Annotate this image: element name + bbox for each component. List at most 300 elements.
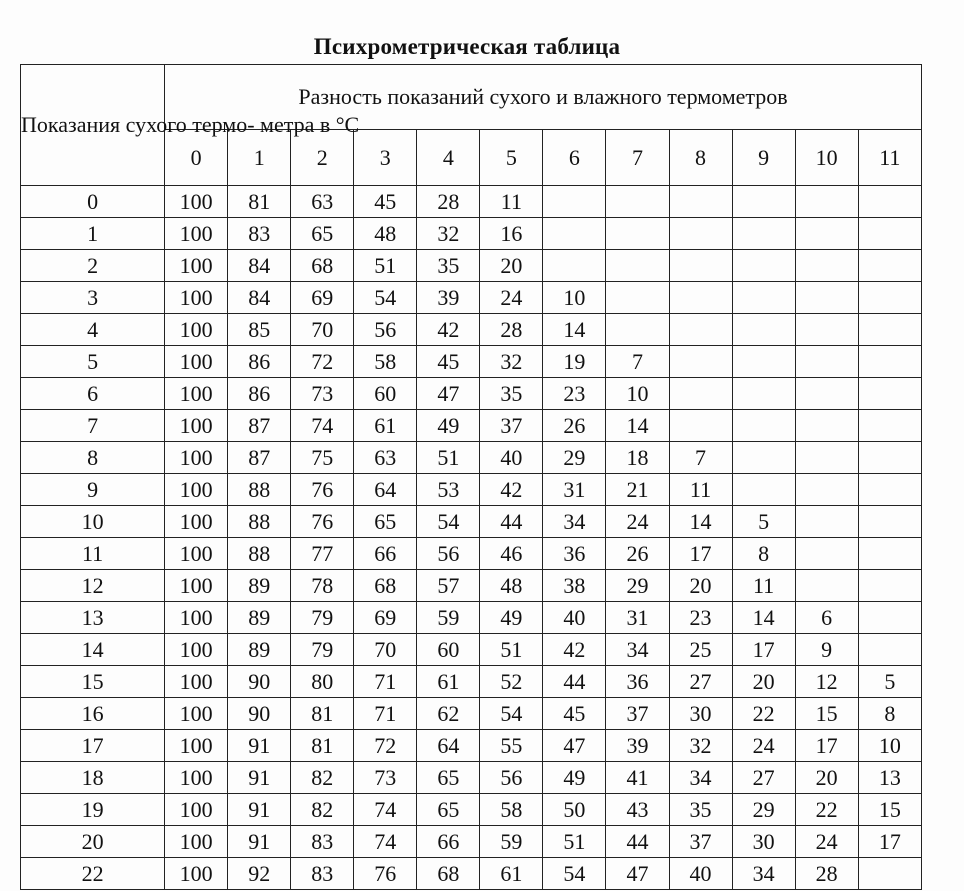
humidity-cell: 61: [480, 858, 543, 890]
humidity-cell: [732, 442, 795, 474]
table-row: [21, 634, 922, 666]
humidity-cell: 85: [228, 314, 291, 346]
table-row: [21, 282, 922, 314]
humidity-cell: 73: [291, 378, 354, 410]
humidity-cell: 87: [228, 442, 291, 474]
humidity-cell: 41: [606, 762, 669, 794]
humidity-cell: [795, 442, 858, 474]
humidity-cell: 88: [228, 506, 291, 538]
humidity-cell: [606, 282, 669, 314]
humidity-cell: 100: [165, 634, 228, 666]
humidity-cell: 29: [606, 570, 669, 602]
humidity-cell: 100: [165, 250, 228, 282]
humidity-cell: 54: [480, 698, 543, 730]
humidity-cell: 68: [291, 250, 354, 282]
humidity-cell: [543, 218, 606, 250]
humidity-cell: 44: [480, 506, 543, 538]
humidity-cell: 28: [480, 314, 543, 346]
humidity-cell: 66: [354, 538, 417, 570]
column-header: 10: [795, 130, 858, 186]
humidity-cell: 18: [606, 442, 669, 474]
humidity-cell: 10: [606, 378, 669, 410]
humidity-cell: 68: [354, 570, 417, 602]
humidity-cell: 100: [165, 794, 228, 826]
humidity-cell: 56: [354, 314, 417, 346]
dry-temperature-cell: 0: [21, 186, 165, 218]
humidity-cell: 77: [291, 538, 354, 570]
humidity-cell: 81: [291, 730, 354, 762]
humidity-cell: 20: [795, 762, 858, 794]
humidity-cell: [858, 634, 921, 666]
table-row: [21, 346, 922, 378]
humidity-cell: 10: [543, 282, 606, 314]
humidity-cell: 62: [417, 698, 480, 730]
table-row: [21, 666, 922, 698]
humidity-cell: 58: [480, 794, 543, 826]
table-row: [21, 314, 922, 346]
humidity-cell: [858, 538, 921, 570]
humidity-cell: [606, 186, 669, 218]
humidity-cell: 59: [480, 826, 543, 858]
humidity-cell: 81: [228, 186, 291, 218]
dry-temperature-cell: 12: [21, 570, 165, 602]
dry-temperature-cell: 18: [21, 762, 165, 794]
humidity-cell: 23: [669, 602, 732, 634]
table-row: [21, 762, 922, 794]
humidity-cell: 31: [606, 602, 669, 634]
dry-temperature-cell: 6: [21, 378, 165, 410]
humidity-cell: 100: [165, 314, 228, 346]
humidity-cell: 11: [480, 186, 543, 218]
humidity-cell: 34: [543, 506, 606, 538]
humidity-cell: 14: [669, 506, 732, 538]
humidity-cell: 35: [417, 250, 480, 282]
humidity-cell: 29: [543, 442, 606, 474]
humidity-cell: 35: [480, 378, 543, 410]
humidity-cell: 88: [228, 474, 291, 506]
column-header: 4: [417, 130, 480, 186]
humidity-cell: 32: [480, 346, 543, 378]
humidity-cell: 79: [291, 634, 354, 666]
humidity-cell: [795, 538, 858, 570]
humidity-cell: [858, 570, 921, 602]
humidity-cell: 23: [543, 378, 606, 410]
humidity-cell: 50: [543, 794, 606, 826]
humidity-cell: 28: [417, 186, 480, 218]
humidity-cell: 30: [669, 698, 732, 730]
humidity-cell: 63: [354, 442, 417, 474]
humidity-cell: 17: [732, 634, 795, 666]
humidity-cell: 90: [228, 698, 291, 730]
humidity-cell: 49: [480, 602, 543, 634]
humidity-cell: 61: [354, 410, 417, 442]
humidity-cell: 100: [165, 186, 228, 218]
humidity-cell: 14: [606, 410, 669, 442]
humidity-cell: [732, 186, 795, 218]
humidity-cell: 100: [165, 442, 228, 474]
humidity-cell: 72: [354, 730, 417, 762]
humidity-cell: 63: [291, 186, 354, 218]
humidity-cell: [858, 442, 921, 474]
humidity-cell: 28: [795, 858, 858, 890]
humidity-cell: 79: [291, 602, 354, 634]
humidity-cell: 91: [228, 826, 291, 858]
column-header: 9: [732, 130, 795, 186]
humidity-cell: 46: [480, 538, 543, 570]
table-row: [21, 506, 922, 538]
humidity-cell: 75: [291, 442, 354, 474]
dry-temperature-cell: 9: [21, 474, 165, 506]
humidity-cell: 49: [417, 410, 480, 442]
humidity-cell: 83: [228, 218, 291, 250]
table-row: [21, 378, 922, 410]
humidity-cell: 89: [228, 602, 291, 634]
humidity-cell: 27: [669, 666, 732, 698]
humidity-cell: [606, 250, 669, 282]
psychrometric-table: [20, 64, 922, 890]
humidity-cell: [795, 570, 858, 602]
humidity-cell: 45: [354, 186, 417, 218]
dry-temperature-cell: 1: [21, 218, 165, 250]
table-body: [21, 186, 922, 890]
humidity-cell: 26: [606, 538, 669, 570]
humidity-cell: 100: [165, 570, 228, 602]
humidity-cell: [669, 378, 732, 410]
humidity-cell: 20: [480, 250, 543, 282]
humidity-cell: 35: [669, 794, 732, 826]
humidity-cell: 76: [354, 858, 417, 890]
humidity-cell: 30: [732, 826, 795, 858]
humidity-cell: 51: [480, 634, 543, 666]
humidity-cell: 56: [480, 762, 543, 794]
humidity-cell: 39: [606, 730, 669, 762]
humidity-cell: 100: [165, 698, 228, 730]
table-row: [21, 186, 922, 218]
humidity-cell: 100: [165, 762, 228, 794]
humidity-cell: 17: [858, 826, 921, 858]
dry-temperature-cell: 4: [21, 314, 165, 346]
humidity-cell: 100: [165, 378, 228, 410]
humidity-cell: [543, 250, 606, 282]
humidity-cell: 74: [291, 410, 354, 442]
humidity-cell: 20: [732, 666, 795, 698]
humidity-cell: [669, 410, 732, 442]
humidity-cell: 38: [543, 570, 606, 602]
dry-temperature-cell: 15: [21, 666, 165, 698]
humidity-cell: 24: [795, 826, 858, 858]
humidity-cell: 88: [228, 538, 291, 570]
table-header: [21, 65, 922, 186]
humidity-cell: [858, 250, 921, 282]
dry-temperature-cell: 3: [21, 282, 165, 314]
column-header: 0: [165, 130, 228, 186]
humidity-cell: 53: [417, 474, 480, 506]
humidity-cell: [795, 506, 858, 538]
humidity-cell: [732, 474, 795, 506]
humidity-cell: 8: [732, 538, 795, 570]
humidity-cell: 91: [228, 794, 291, 826]
humidity-cell: 31: [543, 474, 606, 506]
humidity-cell: 74: [354, 826, 417, 858]
table-row: [21, 730, 922, 762]
humidity-cell: 84: [228, 250, 291, 282]
humidity-cell: 57: [417, 570, 480, 602]
humidity-cell: 39: [417, 282, 480, 314]
humidity-cell: 100: [165, 858, 228, 890]
humidity-cell: 42: [543, 634, 606, 666]
humidity-cell: 16: [480, 218, 543, 250]
humidity-cell: 42: [480, 474, 543, 506]
humidity-cell: 24: [606, 506, 669, 538]
humidity-cell: 11: [669, 474, 732, 506]
humidity-cell: [795, 346, 858, 378]
humidity-cell: 36: [606, 666, 669, 698]
dry-temperature-cell: 22: [21, 858, 165, 890]
humidity-cell: 47: [606, 858, 669, 890]
humidity-cell: 69: [291, 282, 354, 314]
humidity-cell: 9: [795, 634, 858, 666]
humidity-cell: 87: [228, 410, 291, 442]
humidity-cell: 24: [732, 730, 795, 762]
humidity-cell: 65: [417, 762, 480, 794]
humidity-cell: 90: [228, 666, 291, 698]
humidity-cell: 13: [858, 762, 921, 794]
dry-temperature-cell: 10: [21, 506, 165, 538]
humidity-cell: 60: [417, 634, 480, 666]
dry-temperature-cell: 7: [21, 410, 165, 442]
table-row: [21, 698, 922, 730]
humidity-cell: [858, 282, 921, 314]
humidity-cell: 100: [165, 410, 228, 442]
humidity-cell: 42: [417, 314, 480, 346]
humidity-cell: 11: [732, 570, 795, 602]
humidity-cell: 54: [354, 282, 417, 314]
humidity-cell: [732, 378, 795, 410]
humidity-cell: 100: [165, 218, 228, 250]
humidity-cell: [669, 314, 732, 346]
humidity-cell: 49: [543, 762, 606, 794]
humidity-cell: 15: [795, 698, 858, 730]
humidity-cell: 40: [669, 858, 732, 890]
dry-temperature-cell: 20: [21, 826, 165, 858]
humidity-cell: 73: [354, 762, 417, 794]
humidity-cell: 86: [228, 346, 291, 378]
humidity-cell: 51: [417, 442, 480, 474]
humidity-cell: [732, 282, 795, 314]
dry-temperature-cell: 8: [21, 442, 165, 474]
humidity-cell: 92: [228, 858, 291, 890]
humidity-cell: [858, 506, 921, 538]
column-header: 11: [858, 130, 921, 186]
humidity-cell: 20: [669, 570, 732, 602]
humidity-cell: 56: [417, 538, 480, 570]
dry-temperature-cell: 2: [21, 250, 165, 282]
table-row: [21, 826, 922, 858]
table-row: [21, 570, 922, 602]
humidity-cell: 29: [732, 794, 795, 826]
humidity-cell: 70: [354, 634, 417, 666]
humidity-cell: [858, 314, 921, 346]
column-header: 7: [606, 130, 669, 186]
humidity-cell: 7: [606, 346, 669, 378]
humidity-cell: [732, 250, 795, 282]
humidity-cell: 34: [669, 762, 732, 794]
humidity-cell: 7: [669, 442, 732, 474]
humidity-cell: [669, 218, 732, 250]
humidity-cell: [795, 314, 858, 346]
humidity-cell: [606, 314, 669, 346]
humidity-cell: 5: [732, 506, 795, 538]
humidity-cell: [795, 282, 858, 314]
humidity-cell: 91: [228, 730, 291, 762]
group-header-row: [21, 65, 922, 130]
humidity-cell: 40: [543, 602, 606, 634]
humidity-cell: 76: [291, 506, 354, 538]
humidity-cell: 19: [543, 346, 606, 378]
table-row: [21, 794, 922, 826]
humidity-cell: [795, 250, 858, 282]
humidity-cell: 61: [417, 666, 480, 698]
humidity-cell: 15: [858, 794, 921, 826]
humidity-cell: 64: [417, 730, 480, 762]
table-row: [21, 858, 922, 890]
column-header: 2: [291, 130, 354, 186]
humidity-cell: 52: [480, 666, 543, 698]
humidity-cell: 44: [606, 826, 669, 858]
humidity-cell: 34: [606, 634, 669, 666]
humidity-cell: 100: [165, 538, 228, 570]
table-row: [21, 602, 922, 634]
humidity-cell: 22: [795, 794, 858, 826]
humidity-cell: 70: [291, 314, 354, 346]
humidity-cell: 48: [480, 570, 543, 602]
humidity-cell: 100: [165, 602, 228, 634]
humidity-cell: 71: [354, 698, 417, 730]
humidity-cell: 100: [165, 474, 228, 506]
humidity-cell: 100: [165, 282, 228, 314]
table-row: [21, 538, 922, 570]
dry-temperature-cell: 13: [21, 602, 165, 634]
humidity-cell: 83: [291, 826, 354, 858]
humidity-cell: 44: [543, 666, 606, 698]
humidity-cell: 89: [228, 634, 291, 666]
humidity-cell: 82: [291, 794, 354, 826]
humidity-cell: [543, 186, 606, 218]
humidity-cell: 34: [732, 858, 795, 890]
humidity-cell: 37: [606, 698, 669, 730]
humidity-cell: 65: [291, 218, 354, 250]
humidity-cell: [858, 218, 921, 250]
dry-temperature-cell: 11: [21, 538, 165, 570]
humidity-cell: 91: [228, 762, 291, 794]
humidity-cell: 8: [858, 698, 921, 730]
humidity-cell: 78: [291, 570, 354, 602]
table-row: [21, 474, 922, 506]
humidity-cell: [732, 346, 795, 378]
humidity-cell: 14: [732, 602, 795, 634]
column-header: 3: [354, 130, 417, 186]
humidity-cell: [732, 218, 795, 250]
humidity-cell: 100: [165, 826, 228, 858]
humidity-cell: 100: [165, 346, 228, 378]
humidity-cell: [795, 378, 858, 410]
humidity-cell: [795, 410, 858, 442]
humidity-cell: 21: [606, 474, 669, 506]
humidity-cell: 81: [291, 698, 354, 730]
humidity-cell: 32: [669, 730, 732, 762]
humidity-cell: 100: [165, 730, 228, 762]
humidity-cell: 64: [354, 474, 417, 506]
humidity-cell: 59: [417, 602, 480, 634]
humidity-cell: 14: [543, 314, 606, 346]
humidity-cell: [795, 186, 858, 218]
humidity-cell: [606, 218, 669, 250]
table-row: [21, 410, 922, 442]
humidity-cell: 48: [354, 218, 417, 250]
dry-temperature-cell: 17: [21, 730, 165, 762]
humidity-cell: 22: [732, 698, 795, 730]
humidity-cell: 10: [858, 730, 921, 762]
humidity-cell: 86: [228, 378, 291, 410]
dry-thermometer-header: Показания сухого термо- метра в °С: [21, 65, 165, 186]
humidity-cell: 17: [669, 538, 732, 570]
humidity-cell: [858, 410, 921, 442]
column-header: 6: [543, 130, 606, 186]
page-title: Психрометрическая таблица: [313, 34, 621, 59]
humidity-cell: 45: [417, 346, 480, 378]
humidity-cell: 43: [606, 794, 669, 826]
humidity-cell: [858, 858, 921, 890]
humidity-cell: [858, 186, 921, 218]
dry-temperature-cell: 16: [21, 698, 165, 730]
humidity-cell: 100: [165, 506, 228, 538]
humidity-cell: 68: [417, 858, 480, 890]
humidity-cell: 6: [795, 602, 858, 634]
difference-header: Разность показаний сухого и влажного термометров: [165, 65, 922, 130]
humidity-cell: 37: [669, 826, 732, 858]
humidity-cell: 24: [480, 282, 543, 314]
table-row: [21, 442, 922, 474]
humidity-cell: [795, 218, 858, 250]
humidity-cell: 80: [291, 666, 354, 698]
humidity-cell: 27: [732, 762, 795, 794]
table-row: [21, 218, 922, 250]
humidity-cell: 72: [291, 346, 354, 378]
humidity-cell: 66: [417, 826, 480, 858]
humidity-cell: [669, 346, 732, 378]
humidity-cell: 47: [543, 730, 606, 762]
humidity-cell: 36: [543, 538, 606, 570]
humidity-cell: 65: [417, 794, 480, 826]
humidity-cell: 51: [354, 250, 417, 282]
humidity-cell: [795, 474, 858, 506]
humidity-cell: 26: [543, 410, 606, 442]
humidity-cell: 100: [165, 666, 228, 698]
humidity-cell: 32: [417, 218, 480, 250]
humidity-cell: [858, 346, 921, 378]
humidity-cell: 17: [795, 730, 858, 762]
humidity-cell: 5: [858, 666, 921, 698]
humidity-cell: 89: [228, 570, 291, 602]
humidity-cell: 60: [354, 378, 417, 410]
humidity-cell: [669, 282, 732, 314]
humidity-cell: 82: [291, 762, 354, 794]
column-header: 8: [669, 130, 732, 186]
humidity-cell: 40: [480, 442, 543, 474]
humidity-cell: [732, 314, 795, 346]
column-header: 5: [480, 130, 543, 186]
humidity-cell: 76: [291, 474, 354, 506]
